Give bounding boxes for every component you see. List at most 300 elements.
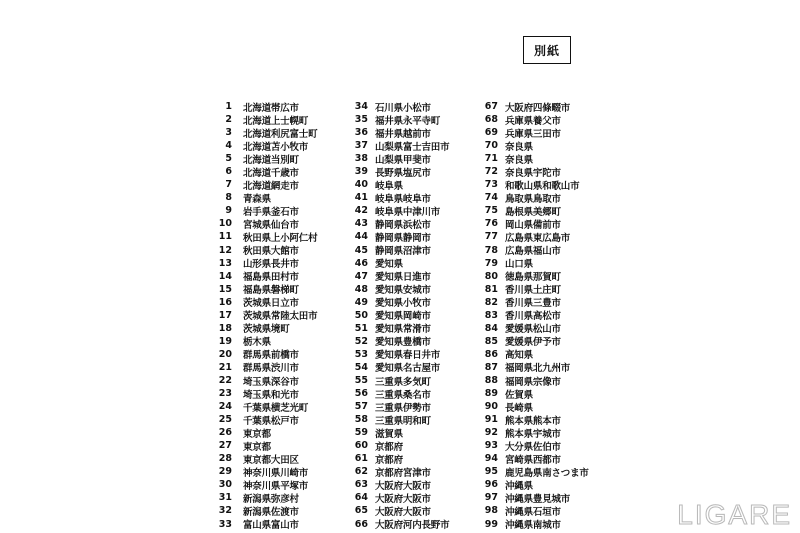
list-item [476, 230, 589, 243]
list-item [476, 504, 589, 517]
list-item-number: 22 [218, 375, 232, 386]
list-item [212, 113, 317, 126]
list-item [346, 296, 449, 309]
list-item [212, 191, 317, 204]
list-item [346, 270, 449, 283]
list-item [346, 100, 449, 113]
list-item-number: 18 [218, 322, 232, 334]
list-item [212, 296, 317, 309]
list-item-municipality: 新潟県弥彦村 [243, 493, 299, 505]
list-item [212, 217, 317, 230]
list-item [212, 244, 317, 257]
list-item [476, 335, 589, 348]
list-item-municipality: 東京都 [243, 441, 271, 453]
attachment-tag: 別紙 [523, 36, 571, 64]
list-item-municipality: 兵庫県養父市 [505, 115, 561, 127]
list-item [346, 126, 449, 139]
list-item-number: 46 [354, 257, 368, 269]
list-item [476, 413, 589, 426]
list-item-municipality: 三重県多気町 [375, 376, 431, 388]
list-item-number: 21 [218, 361, 232, 373]
list-item-municipality: 千葉県松戸市 [243, 415, 299, 427]
list-item [212, 204, 317, 217]
list-item-number: 5 [225, 153, 232, 165]
list-item [212, 478, 317, 491]
list-item-number: 31 [218, 492, 232, 504]
municipality-list-column-2 [346, 100, 449, 531]
list-item-municipality: 青森県 [243, 193, 271, 205]
list-item-number: 88 [484, 375, 498, 386]
list-item-number: 74 [484, 192, 498, 204]
list-item-municipality: 岩手県釜石市 [243, 206, 299, 218]
list-item-number: 68 [484, 114, 498, 126]
list-item [476, 113, 589, 126]
list-item-municipality: 愛知県岡崎市 [375, 311, 431, 323]
list-item-municipality: 大分県佐伯市 [505, 441, 561, 453]
list-item-municipality: 秋田県上小阿仁村 [243, 233, 318, 244]
list-item [346, 204, 449, 217]
list-item-municipality: 和歌山県和歌山市 [505, 180, 580, 192]
list-item [212, 518, 317, 531]
list-item-municipality: 群馬県前橋市 [243, 350, 299, 362]
list-item-number: 7 [225, 179, 232, 191]
list-item-number: 95 [484, 466, 498, 478]
list-item-number: 25 [218, 414, 232, 426]
list-item-municipality: 新潟県佐渡市 [243, 506, 299, 518]
list-item-municipality: 大阪府大阪市 [375, 493, 431, 505]
list-item-number: 82 [484, 296, 498, 308]
list-item-number: 38 [354, 153, 368, 165]
list-item-municipality: 埼玉県深谷市 [243, 376, 299, 388]
list-item-municipality: 鳥取県鳥取市 [505, 193, 561, 205]
list-item-number: 3 [225, 127, 232, 139]
list-item-number: 23 [218, 388, 232, 400]
list-item-number: 19 [218, 335, 232, 347]
list-item-municipality: 三重県桑名市 [375, 389, 431, 401]
list-item-municipality: 北海道網走市 [243, 180, 299, 192]
list-item [346, 244, 449, 257]
list-item-municipality: 沖縄県石垣市 [505, 506, 561, 518]
list-item-number: 6 [225, 166, 232, 178]
list-item-municipality: 福島県磐梯町 [243, 285, 299, 297]
list-item [212, 439, 317, 452]
list-item [346, 322, 449, 335]
list-item-number: 69 [484, 127, 498, 139]
list-item-number: 44 [354, 231, 368, 243]
list-item [346, 465, 449, 478]
list-item-number: 42 [354, 205, 368, 217]
list-item [476, 100, 589, 113]
list-item-municipality: 愛知県日進市 [375, 272, 431, 284]
list-item-municipality: 徳島県那賀町 [505, 272, 561, 284]
list-item [346, 309, 449, 322]
list-item-municipality: 奈良県 [505, 154, 533, 166]
list-item-number: 34 [354, 101, 368, 113]
list-item-municipality: 北海道上士幌町 [243, 115, 309, 127]
list-item-number: 87 [484, 361, 498, 373]
list-item [476, 191, 589, 204]
list-item-number: 57 [354, 401, 368, 413]
list-item [476, 126, 589, 139]
list-item-municipality: 愛知県 [375, 259, 403, 271]
list-item [212, 491, 317, 504]
list-item-municipality: 高知県 [505, 350, 533, 362]
list-item [212, 400, 317, 413]
list-item [212, 139, 317, 152]
list-item-number: 60 [354, 440, 368, 452]
list-item [212, 465, 317, 478]
list-item-municipality: 茨城県境町 [243, 324, 290, 336]
list-item-municipality: 山形県長井市 [243, 259, 299, 271]
list-item [212, 100, 317, 113]
list-item-number: 17 [218, 309, 232, 321]
list-item-municipality: 熊本県宇城市 [505, 428, 561, 440]
list-item-municipality: 愛知県豊橋市 [375, 337, 431, 349]
list-item-number: 20 [218, 348, 232, 360]
list-item-number: 65 [354, 505, 368, 517]
list-item [212, 126, 317, 139]
list-item [476, 178, 589, 191]
list-item-number: 63 [354, 479, 368, 491]
list-item [476, 217, 589, 230]
list-item-number: 53 [354, 348, 368, 360]
list-item-municipality: 広島県東広島市 [505, 233, 571, 244]
list-item-number: 32 [218, 505, 232, 517]
list-item-municipality: 大阪府四條畷市 [505, 102, 571, 114]
list-item [476, 465, 589, 478]
list-item-number: 97 [484, 492, 498, 504]
list-item-municipality: 長野県塩尻市 [375, 167, 431, 179]
list-item-number: 98 [484, 505, 498, 517]
list-item-number: 45 [354, 244, 368, 256]
list-item [346, 348, 449, 361]
list-item-number: 40 [354, 179, 368, 191]
list-item-municipality: 香川県三豊市 [505, 298, 561, 310]
list-item [212, 504, 317, 517]
list-item [476, 452, 589, 465]
list-item-number: 49 [354, 296, 368, 308]
list-item-number: 26 [218, 427, 232, 439]
list-item [346, 113, 449, 126]
list-item-municipality: 神奈川県平塚市 [243, 480, 309, 492]
list-item [346, 361, 449, 374]
list-item-number: 96 [484, 479, 498, 491]
list-item-municipality: 福岡県宗像市 [505, 376, 561, 388]
list-item [346, 230, 449, 243]
list-item-municipality: 富山県富山市 [243, 520, 299, 532]
list-item-municipality: 福岡県北九州市 [505, 363, 571, 375]
list-item [212, 165, 317, 178]
list-item [346, 439, 449, 452]
list-item [212, 283, 317, 296]
list-item-number: 1 [225, 101, 232, 113]
list-item [346, 400, 449, 413]
list-item-municipality: 静岡県静岡市 [375, 233, 431, 244]
list-item-municipality: 福島県田村市 [243, 272, 299, 284]
list-item-number: 10 [218, 218, 232, 230]
list-item-municipality: 岐阜県中津川市 [375, 206, 441, 218]
list-item-number: 27 [218, 440, 232, 452]
list-item-number: 4 [225, 140, 232, 152]
list-item [476, 296, 589, 309]
list-item [476, 439, 589, 452]
list-item [476, 165, 589, 178]
list-item [346, 257, 449, 270]
list-item-number: 48 [354, 283, 368, 295]
list-item [346, 165, 449, 178]
list-item [212, 413, 317, 426]
list-item-municipality: 茨城県日立市 [243, 298, 299, 310]
list-item-municipality: 大阪府大阪市 [375, 506, 431, 518]
list-item-number: 14 [218, 270, 232, 282]
municipality-list-column-1 [212, 100, 317, 531]
list-item [476, 478, 589, 491]
list-item-number: 39 [354, 166, 368, 178]
list-item-number: 81 [484, 283, 498, 295]
list-item-number: 77 [484, 231, 498, 243]
list-item-number: 89 [484, 388, 498, 400]
list-item-municipality: 東京都 [243, 428, 271, 440]
list-item-municipality: 茨城県常陸太田市 [243, 311, 318, 323]
list-item-number: 85 [484, 335, 498, 347]
list-item [212, 257, 317, 270]
list-item-municipality: 愛知県常滑市 [375, 324, 431, 336]
list-item-municipality: 奈良県 [505, 141, 533, 153]
list-item [476, 152, 589, 165]
list-item-number: 36 [354, 127, 368, 139]
list-item-number: 66 [354, 518, 368, 530]
list-item [212, 387, 317, 400]
list-item [346, 191, 449, 204]
list-item-number: 80 [484, 270, 498, 282]
list-item-number: 93 [484, 440, 498, 452]
list-item-municipality: 群馬県渋川市 [243, 363, 299, 375]
list-item-number: 72 [484, 166, 498, 178]
list-item [212, 452, 317, 465]
list-item-municipality: 香川県高松市 [505, 311, 561, 323]
list-item-municipality: 佐賀県 [505, 389, 533, 401]
list-item-municipality: 沖縄県 [505, 480, 533, 492]
list-item-municipality: 島根県美郷町 [505, 206, 561, 218]
list-item [476, 270, 589, 283]
list-item-number: 51 [354, 322, 368, 334]
list-item-municipality: 岡山県備前市 [505, 219, 561, 231]
list-item [212, 270, 317, 283]
list-item-number: 11 [218, 231, 232, 243]
list-item-number: 83 [484, 309, 498, 321]
list-item-number: 73 [484, 179, 498, 191]
list-item [212, 348, 317, 361]
list-item-municipality: 香川県土庄町 [505, 285, 561, 297]
list-item-municipality: 北海道利尻富士町 [243, 128, 318, 140]
list-item-municipality: 大阪府河内長野市 [375, 520, 450, 532]
list-item-municipality: 愛知県安城市 [375, 285, 431, 297]
list-item [346, 478, 449, 491]
list-item-number: 52 [354, 335, 368, 347]
list-item-number: 54 [354, 361, 368, 373]
list-item-municipality: 滋賀県 [375, 428, 403, 440]
list-item-number: 12 [218, 244, 232, 256]
list-item-municipality: 石川県小松市 [375, 102, 431, 114]
list-item [346, 335, 449, 348]
list-item-municipality: 宮崎県西都市 [505, 454, 561, 466]
list-item-number: 64 [354, 492, 368, 504]
list-item [476, 361, 589, 374]
list-item-municipality: 福井県越前市 [375, 128, 431, 140]
list-item-number: 58 [354, 414, 368, 426]
list-item-municipality: 北海道苫小牧市 [243, 141, 309, 153]
list-item [476, 257, 589, 270]
list-item-number: 75 [484, 205, 498, 217]
list-item-municipality: 奈良県宇陀市 [505, 167, 561, 179]
list-item [212, 178, 317, 191]
list-item-municipality: 三重県伊勢市 [375, 402, 431, 414]
list-item-municipality: 静岡県浜松市 [375, 219, 431, 231]
list-item [476, 518, 589, 531]
list-item-number: 30 [218, 479, 232, 491]
list-item-number: 50 [354, 309, 368, 321]
list-item-municipality: 京都府宮津市 [375, 467, 431, 479]
list-item [476, 244, 589, 257]
list-item-number: 43 [354, 218, 368, 230]
list-item [476, 348, 589, 361]
list-item [476, 322, 589, 335]
list-item-number: 47 [354, 270, 368, 282]
list-item-number: 99 [484, 518, 498, 530]
list-item [346, 217, 449, 230]
list-item-number: 94 [484, 453, 498, 465]
municipality-list-column-3 [476, 100, 589, 531]
list-item-number: 33 [218, 518, 232, 530]
list-item-municipality: 愛知県名古屋市 [375, 363, 441, 375]
list-item [212, 335, 317, 348]
list-item-municipality: 岐阜県岐阜市 [375, 193, 431, 205]
list-item-municipality: 東京都大田区 [243, 454, 299, 466]
list-item-municipality: 愛知県春日井市 [375, 350, 441, 362]
list-item-number: 16 [218, 296, 232, 308]
list-item-number: 15 [218, 283, 232, 295]
list-item-municipality: 宮城県仙台市 [243, 219, 299, 231]
list-item [212, 152, 317, 165]
list-item [476, 204, 589, 217]
list-item [212, 309, 317, 322]
list-item-number: 24 [218, 401, 232, 413]
list-item [346, 491, 449, 504]
list-item-municipality: 山口県 [505, 259, 533, 271]
ligare-watermark: LIGARE [677, 499, 792, 530]
list-item-number: 84 [484, 322, 498, 334]
list-item-number: 70 [484, 140, 498, 152]
list-item [476, 374, 589, 387]
list-item-municipality: 熊本県熊本市 [505, 415, 561, 427]
list-item-municipality: 神奈川県川崎市 [243, 467, 309, 479]
list-item-municipality: 長崎県 [505, 402, 533, 414]
list-item [212, 230, 317, 243]
list-item-number: 55 [354, 375, 368, 386]
list-item-number: 67 [484, 101, 498, 113]
list-item-municipality: 静岡県沼津市 [375, 246, 431, 258]
list-item-municipality: 福井県永平寺町 [375, 115, 441, 127]
list-item-municipality: 鹿児島県南さつま市 [505, 467, 589, 479]
list-item [346, 452, 449, 465]
list-item [346, 387, 449, 400]
list-item [212, 374, 317, 387]
list-item-number: 92 [484, 427, 498, 439]
list-item-municipality: 三重県明和町 [375, 415, 431, 427]
list-item-municipality: 埼玉県和光市 [243, 389, 299, 401]
list-item-number: 35 [354, 114, 368, 126]
list-item [346, 518, 449, 531]
list-item-number: 76 [484, 218, 498, 230]
list-item-municipality: 山梨県富士吉田市 [375, 141, 450, 153]
list-item-municipality: 愛媛県松山市 [505, 324, 561, 336]
list-item-number: 79 [484, 257, 498, 269]
list-item [476, 387, 589, 400]
list-item-municipality: 秋田県大館市 [243, 246, 299, 258]
list-item [476, 309, 589, 322]
list-item [346, 426, 449, 439]
list-item [346, 283, 449, 296]
list-item [346, 178, 449, 191]
list-item-number: 56 [354, 388, 368, 400]
list-item-number: 13 [218, 257, 232, 269]
list-item-number: 59 [354, 427, 368, 439]
list-item [346, 374, 449, 387]
list-item-number: 9 [225, 205, 232, 217]
list-item-number: 86 [484, 348, 498, 360]
list-item-number: 41 [354, 192, 368, 204]
list-item-municipality: 岐阜県 [375, 180, 403, 192]
list-item [346, 152, 449, 165]
list-item-municipality: 北海道千歳市 [243, 167, 299, 179]
list-item-number: 8 [225, 192, 232, 204]
list-item [476, 491, 589, 504]
list-item-municipality: 山梨県甲斐市 [375, 154, 431, 166]
list-item [476, 283, 589, 296]
list-item-number: 29 [218, 466, 232, 478]
list-item-municipality: 千葉県横芝光町 [243, 402, 309, 414]
list-item-municipality: 栃木県 [243, 337, 271, 349]
list-item-number: 2 [225, 114, 232, 126]
list-item [346, 413, 449, 426]
list-item [212, 361, 317, 374]
list-item [476, 139, 589, 152]
list-item-municipality: 愛知県小牧市 [375, 298, 431, 310]
list-item-municipality: 沖縄県南城市 [505, 520, 561, 532]
list-item [212, 426, 317, 439]
list-item-municipality: 京都府 [375, 441, 403, 453]
list-item-municipality: 沖縄県豊見城市 [505, 493, 571, 505]
list-item [346, 139, 449, 152]
list-item-municipality: 兵庫県三田市 [505, 128, 561, 140]
list-item-municipality: 広島県福山市 [505, 246, 561, 258]
list-item-municipality: 京都府 [375, 454, 403, 466]
list-item-number: 71 [484, 153, 498, 165]
list-item-number: 78 [484, 244, 498, 256]
list-item-number: 37 [354, 140, 368, 152]
list-item [476, 426, 589, 439]
list-item-municipality: 北海道当別町 [243, 154, 299, 166]
list-item-number: 28 [218, 453, 232, 465]
list-item-municipality: 愛媛県伊予市 [505, 337, 561, 349]
list-item [476, 400, 589, 413]
list-item-municipality: 大阪府大阪市 [375, 480, 431, 492]
list-item-number: 90 [484, 401, 498, 413]
list-item-municipality: 北海道帯広市 [243, 102, 299, 114]
list-item [212, 322, 317, 335]
list-item-number: 61 [354, 453, 368, 465]
list-item-number: 62 [354, 466, 368, 478]
